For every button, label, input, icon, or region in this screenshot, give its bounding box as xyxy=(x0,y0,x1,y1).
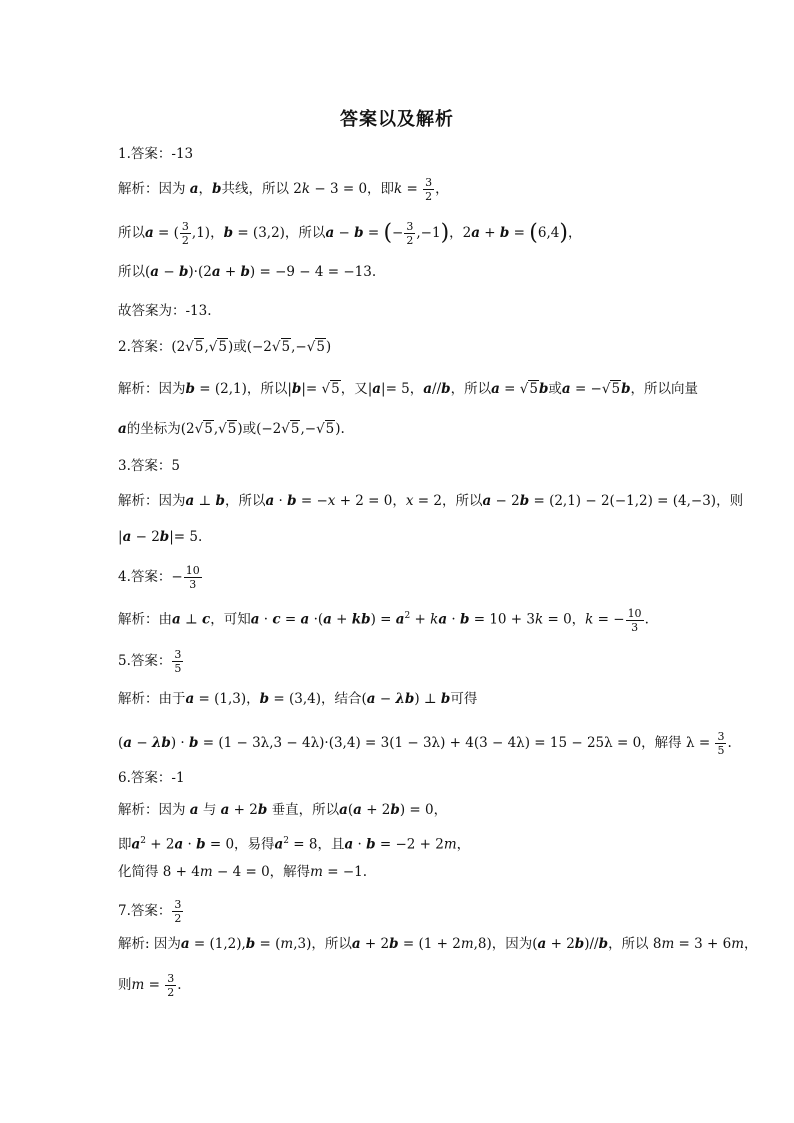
text-segment: a xyxy=(372,381,382,397)
q6-solution-line2 xyxy=(118,831,470,855)
text-segment: a xyxy=(189,181,199,197)
text-segment: + xyxy=(410,611,431,628)
text-segment: b xyxy=(188,735,199,751)
text-segment: 即 xyxy=(118,836,132,853)
text-segment: b xyxy=(178,264,189,280)
text-segment: 共线，所以 2 xyxy=(221,181,302,197)
text-segment: b xyxy=(538,381,549,397)
text-segment: + xyxy=(331,611,352,628)
text-segment: 10 xyxy=(185,564,200,577)
text-segment: 3.答案：5 xyxy=(118,458,180,474)
text-segment: 所以 xyxy=(118,225,145,241)
text-segment: a xyxy=(118,421,127,437)
q5-solution-line1 xyxy=(118,689,477,709)
text-segment: |= 5， xyxy=(381,381,424,397)
text-segment: ( xyxy=(529,220,538,246)
text-segment: a xyxy=(395,611,405,628)
text-segment: 则 xyxy=(118,977,132,993)
text-segment: + xyxy=(220,264,241,280)
text-segment: ) xyxy=(325,339,332,355)
text-segment: 解析：由 xyxy=(118,611,172,628)
text-segment: 2 xyxy=(167,986,175,999)
text-segment: 5 xyxy=(290,421,300,437)
text-segment: λb xyxy=(151,735,171,751)
fraction xyxy=(184,564,202,591)
text-segment: ， xyxy=(198,181,213,197)
text-segment: , xyxy=(204,339,209,355)
text-segment: 3 xyxy=(406,220,414,233)
text-segment: 解析：因为 xyxy=(118,493,186,509)
text-segment: a xyxy=(265,493,275,509)
text-segment: 7.答案： xyxy=(118,903,172,919)
text-segment: 解析：由于 xyxy=(118,691,186,707)
sqrt: √5 xyxy=(306,339,325,355)
text-segment: 1.答案：-13 xyxy=(118,146,194,162)
text-segment: 5 xyxy=(204,421,213,437)
text-segment: ) xyxy=(440,220,450,246)
text-segment: b xyxy=(499,225,510,241)
text-segment: a xyxy=(145,225,154,241)
fraction xyxy=(172,648,183,675)
text-segment: c xyxy=(202,611,211,628)
text-segment: a xyxy=(185,691,195,707)
q2-solution-line1 xyxy=(118,379,698,399)
text-segment: . xyxy=(177,977,182,993)
text-segment: 2 xyxy=(174,912,182,925)
text-segment: )或(−2 xyxy=(237,421,282,437)
text-segment: 6.答案：-1 xyxy=(118,770,185,786)
q5-solution-line2 xyxy=(118,730,732,757)
text-segment: 5 xyxy=(325,421,335,437)
q3-answer xyxy=(118,456,180,476)
text-segment: 2 xyxy=(140,836,146,846)
text-segment: ,1)， xyxy=(191,225,224,241)
text-segment: ( xyxy=(118,735,124,751)
text-segment: m xyxy=(661,936,675,952)
text-segment: b xyxy=(621,381,631,397)
text-segment: b xyxy=(196,836,206,853)
text-segment: = (1 + 2 xyxy=(398,936,461,952)
text-segment: 解析：因为 xyxy=(118,802,190,818)
text-segment: = 0，易得 xyxy=(205,836,275,853)
q1-solution-line1 xyxy=(118,176,449,203)
text-segment: 3 xyxy=(189,578,197,591)
q6-solution-line3 xyxy=(118,862,367,882)
text-segment: ，2 xyxy=(449,225,472,241)
text-segment: 3 xyxy=(174,898,182,911)
text-segment: 的坐标为(2 xyxy=(126,421,195,437)
text-segment: b xyxy=(215,493,225,509)
text-segment: m xyxy=(460,936,474,952)
text-segment: = xyxy=(499,381,520,397)
text-segment: ， xyxy=(456,836,471,853)
sqrt: √5 xyxy=(271,339,291,355)
text-segment: a xyxy=(353,802,362,818)
text-segment: a xyxy=(351,936,361,952)
q1-conclusion xyxy=(118,301,212,321)
text-segment: 或 xyxy=(548,381,562,397)
text-segment: a xyxy=(123,735,133,751)
text-segment: · xyxy=(183,836,197,853)
text-segment: ⊥ xyxy=(180,611,203,628)
q1-solution-line2 xyxy=(118,220,581,247)
text-segment: b xyxy=(257,802,268,818)
text-segment: ， xyxy=(435,181,449,197)
text-segment: ) = xyxy=(370,611,396,628)
text-segment: k xyxy=(585,611,594,628)
text-segment: 2 xyxy=(406,234,414,247)
text-segment: 5 xyxy=(717,744,725,757)
text-segment: 6,4 xyxy=(537,225,560,241)
text-segment: − xyxy=(159,264,179,280)
text-segment: a xyxy=(174,836,184,853)
text-segment: )或(−2 xyxy=(227,339,272,355)
fraction xyxy=(423,176,434,203)
sqrt: √5 xyxy=(316,421,335,437)
text-segment: a xyxy=(189,802,199,818)
sqrt: √5 xyxy=(601,381,621,397)
text-segment: b xyxy=(259,691,270,707)
text-segment: ，可知 xyxy=(210,611,251,628)
text-segment: 2.答案：(2 xyxy=(118,339,186,355)
text-segment: 3 xyxy=(174,648,182,661)
text-segment: − 2 xyxy=(491,493,520,509)
sqrt: √5 xyxy=(194,421,213,437)
text-segment: b xyxy=(212,181,222,197)
q2-solution-line2 xyxy=(118,419,345,439)
text-segment: · xyxy=(274,493,288,509)
text-segment: = 8，且 xyxy=(289,836,345,853)
q7-solution-line1 xyxy=(118,934,758,954)
text-segment: 与 xyxy=(198,802,221,818)
text-segment: b xyxy=(159,529,170,545)
text-segment: . xyxy=(644,611,649,628)
text-segment: ，又| xyxy=(340,381,373,397)
text-segment: 2 xyxy=(181,234,189,247)
fraction xyxy=(165,972,176,999)
text-segment: a xyxy=(438,611,448,628)
text-segment: 化简得 8 + 4 xyxy=(118,864,200,880)
text-segment: + 2 xyxy=(361,802,391,818)
text-segment: m xyxy=(199,864,213,880)
text-segment: 5 xyxy=(174,662,182,675)
text-segment: = (1,2), xyxy=(189,936,246,952)
text-segment: |= 5. xyxy=(169,529,203,545)
text-segment: x xyxy=(327,493,336,509)
text-segment: b xyxy=(389,936,399,952)
text-segment: λb xyxy=(395,691,415,707)
text-segment: b xyxy=(291,381,302,397)
text-segment: − 2 xyxy=(131,529,160,545)
q2-answer xyxy=(118,337,331,357)
text-segment: 3 xyxy=(425,176,433,189)
text-segment: = (1,3)， xyxy=(194,691,260,707)
text-segment: 2 xyxy=(404,611,411,621)
text-segment: ( xyxy=(347,802,354,818)
q7-answer xyxy=(118,898,184,925)
text-segment: 5.答案： xyxy=(118,653,172,669)
text-segment: + 2 xyxy=(229,802,258,818)
q1-solution-line3 xyxy=(118,262,376,282)
text-segment: b xyxy=(574,936,585,952)
text-segment: a xyxy=(491,381,500,397)
q4-solution-line1 xyxy=(118,606,649,634)
text-segment: b xyxy=(287,493,297,509)
text-segment: a xyxy=(344,836,354,853)
text-segment: b xyxy=(598,936,609,952)
text-segment: = xyxy=(509,225,530,241)
sqrt: √5 xyxy=(208,339,227,355)
text-segment: , xyxy=(213,421,219,437)
text-segment: 5 xyxy=(281,339,291,355)
text-segment: ,−1 xyxy=(416,225,441,241)
text-segment: b xyxy=(240,264,250,280)
text-segment: ) ⊥ xyxy=(414,691,441,707)
text-segment: ,8)，因为( xyxy=(473,936,538,952)
text-segment: 5 xyxy=(316,339,325,355)
text-segment: m xyxy=(310,864,323,880)
text-segment: 5 xyxy=(331,381,340,397)
q3-solution-line1 xyxy=(118,491,743,511)
q7-solution-line2 xyxy=(118,972,182,999)
text-segment: ，所以 8 xyxy=(608,936,662,952)
text-segment: k xyxy=(430,611,439,628)
sqrt: √5 xyxy=(185,339,204,355)
text-segment: 5 xyxy=(227,421,237,437)
fraction xyxy=(172,898,183,925)
text-segment: 2 xyxy=(283,836,290,846)
text-segment: b xyxy=(390,802,400,818)
text-segment: + xyxy=(480,225,500,241)
text-segment: a xyxy=(325,225,335,241)
text-segment: = 0， xyxy=(543,611,586,628)
text-segment: 故答案为：-13. xyxy=(118,303,212,319)
text-segment: ,− xyxy=(291,339,307,355)
text-segment: b xyxy=(245,936,256,952)
q6-answer xyxy=(118,768,185,788)
text-segment: x xyxy=(405,493,414,509)
text-segment: b xyxy=(366,836,376,853)
text-segment: 可得 xyxy=(450,691,478,707)
text-segment: 解析: 因为 xyxy=(118,936,181,952)
text-segment: a xyxy=(185,493,195,509)
text-segment: ， xyxy=(567,225,582,241)
text-segment: = (1 − 3λ,3 − 4λ)·(3,4) = 3(1 − 3λ) + 4(3 − 4λ) = 15 − 25λ = 0，解得 λ = xyxy=(198,735,715,751)
text-segment: = −1. xyxy=(322,864,368,880)
text-segment: − 3 = 0，即 xyxy=(310,181,395,197)
sqrt: √5 xyxy=(281,421,300,437)
text-segment: = xyxy=(144,977,165,993)
text-segment: ) = −9 − 4 = −13. xyxy=(249,264,377,280)
text-segment: · xyxy=(353,836,367,853)
text-segment: = ( xyxy=(255,936,281,952)
text-segment: a xyxy=(250,611,260,628)
text-segment: |= xyxy=(301,381,322,397)
text-segment: ) · xyxy=(170,735,189,751)
text-segment: − 4 = 0，解得 xyxy=(212,864,311,880)
text-segment: − xyxy=(132,735,152,751)
text-segment: . xyxy=(727,735,732,751)
text-segment: 解析：因为 xyxy=(118,381,186,397)
text-segment: = (3,2)，所以 xyxy=(233,225,326,241)
q4-answer xyxy=(118,564,203,591)
text-segment: a xyxy=(172,611,181,628)
text-segment: a xyxy=(274,836,284,853)
text-segment: // xyxy=(432,381,442,397)
text-segment: a xyxy=(300,611,310,628)
text-segment: = 2，所以 xyxy=(413,493,483,509)
text-segment: b xyxy=(223,225,234,241)
sqrt: √5 xyxy=(321,381,340,397)
text-segment: · xyxy=(259,611,273,628)
text-segment: = −2 + 2 xyxy=(375,836,444,853)
text-segment: ·( xyxy=(309,611,324,628)
text-segment: = ( xyxy=(153,225,179,241)
text-segment: ⊥ xyxy=(194,493,216,509)
text-segment: = − xyxy=(570,381,602,397)
text-segment: a xyxy=(150,264,160,280)
text-segment: 解析：因为 xyxy=(118,181,190,197)
text-segment: a xyxy=(471,225,480,241)
text-segment: = xyxy=(363,225,384,241)
text-segment: a xyxy=(537,936,547,952)
text-segment: | xyxy=(118,529,123,545)
text-segment: m xyxy=(131,977,145,993)
text-segment: 5 xyxy=(218,339,227,355)
text-segment: k xyxy=(394,181,403,197)
text-segment: b xyxy=(519,493,530,509)
text-segment: k xyxy=(534,611,544,628)
text-segment: + 2 xyxy=(360,936,390,952)
text-segment: = xyxy=(402,181,423,197)
text-segment: ，所以向量 xyxy=(630,381,699,397)
text-segment: ,3)，所以 xyxy=(293,936,352,952)
text-segment: b xyxy=(354,225,364,241)
text-segment: a xyxy=(561,381,571,397)
text-segment: − xyxy=(375,691,396,707)
q3-solution-line2 xyxy=(118,527,202,547)
text-segment: b xyxy=(440,691,451,707)
text-segment: 所以( xyxy=(118,264,151,280)
text-segment: 5 xyxy=(194,339,204,355)
text-segment: a xyxy=(423,381,433,397)
text-segment: + 2 xyxy=(546,936,575,952)
text-segment: m xyxy=(280,936,294,952)
text-segment: = (2,1)，所以| xyxy=(194,381,292,397)
text-segment: 3 xyxy=(631,620,639,634)
text-segment: 3 xyxy=(167,972,175,985)
text-segment: a xyxy=(339,802,348,818)
text-segment: = − xyxy=(593,611,625,628)
text-segment: ，所以 xyxy=(450,381,492,397)
text-segment: a xyxy=(482,493,492,509)
q1-answer xyxy=(118,144,193,164)
text-segment: )// xyxy=(584,936,599,952)
text-segment: b xyxy=(185,381,195,397)
q5-answer xyxy=(118,648,184,675)
text-segment: 3 xyxy=(181,220,189,233)
text-segment: + 2 = 0， xyxy=(335,493,406,509)
text-segment: c xyxy=(272,611,281,628)
text-segment: ,− xyxy=(300,421,317,437)
text-segment: )·(2 xyxy=(188,264,212,280)
text-segment: = xyxy=(280,611,301,628)
text-segment: k xyxy=(301,181,311,197)
text-segment: = 10 + 3 xyxy=(469,611,535,628)
text-segment: = − xyxy=(296,493,328,509)
sqrt: √5 xyxy=(218,421,237,437)
text-segment: 4.答案：− xyxy=(118,569,183,585)
text-segment: − xyxy=(392,225,404,241)
text-segment: 5 xyxy=(529,381,538,397)
text-segment: a xyxy=(211,264,221,280)
fraction xyxy=(404,220,415,247)
fraction xyxy=(626,607,644,634)
text-segment: = (3,4)，结合( xyxy=(269,691,367,707)
page-title: 答案以及解析 xyxy=(340,109,454,130)
text-segment: ，所以 xyxy=(224,493,266,509)
text-segment: m xyxy=(443,836,457,853)
text-segment: 3 xyxy=(717,730,725,743)
text-segment: 10 xyxy=(627,606,642,620)
text-segment: a xyxy=(366,691,376,707)
text-segment: a xyxy=(122,529,132,545)
text-segment: − xyxy=(334,225,355,241)
text-segment: ， xyxy=(744,936,758,952)
text-segment: b xyxy=(459,611,470,628)
fraction xyxy=(715,730,726,757)
text-segment: = 3 + 6 xyxy=(674,936,732,952)
q6-solution-line1 xyxy=(118,800,447,820)
fraction xyxy=(180,220,191,247)
text-segment: a xyxy=(131,836,141,853)
text-segment: = (2,1) − 2(−1,2) = (4,−3)，则 xyxy=(529,493,744,509)
text-segment: ). xyxy=(335,421,345,437)
sqrt: √5 xyxy=(519,381,538,397)
text-segment: ( xyxy=(383,220,393,246)
text-segment: 垂直，所以 xyxy=(267,802,340,818)
text-segment: kb xyxy=(351,611,371,628)
text-segment: a xyxy=(220,802,230,818)
text-segment: · xyxy=(447,611,460,628)
text-segment: + 2 xyxy=(145,836,175,853)
text-segment: a xyxy=(180,936,190,952)
text-segment: ) = 0， xyxy=(399,802,448,818)
text-segment: b xyxy=(441,381,451,397)
text-segment: ) xyxy=(559,220,568,246)
text-segment: a xyxy=(323,611,332,628)
text-segment: 2 xyxy=(425,190,433,203)
text-segment: 5 xyxy=(611,381,621,397)
text-segment: m xyxy=(731,936,745,952)
